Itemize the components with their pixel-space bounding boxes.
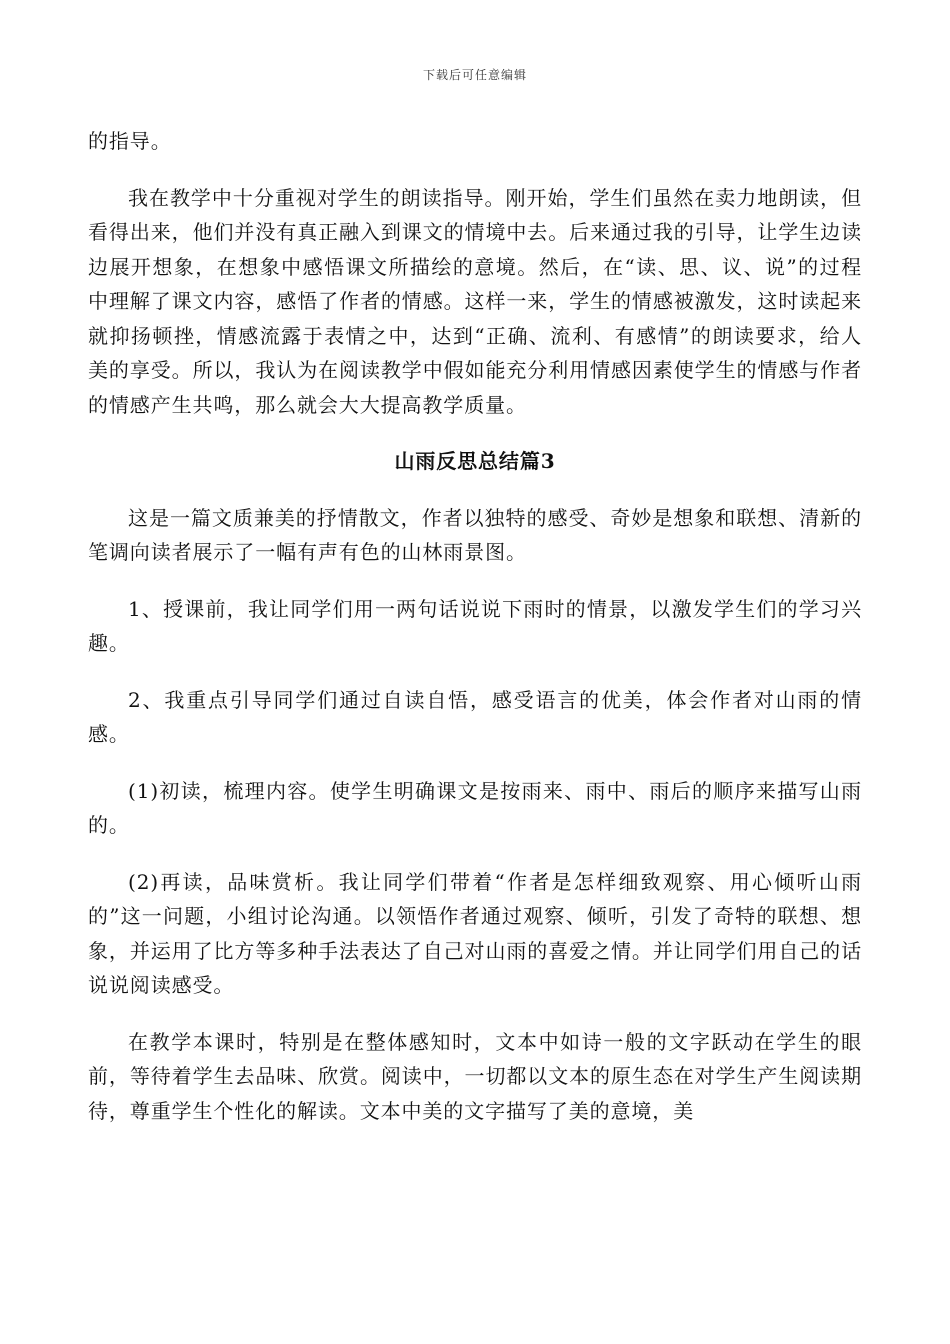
- section-title: 山雨反思总结篇3: [394, 449, 556, 473]
- paragraph-subpoint-2: (2)再读，品味赏析。我让同学们带着“作者是怎样细致观察、用心倾听山雨的”这一问题，小组讨论沟通。以领悟作者通过观察、倾听，引发了奇特的联想、想象，并运用了比方等多种手法表达了自己对山雨的喜爱之情。并让同学们用自己的话说说阅读感受。: [88, 869, 862, 997]
- paragraph-continuation: 的指导。: [88, 129, 172, 153]
- paragraph-point-2: 2、我重点引导同学们通过自读自悟，感受语言的优美，体会作者对山雨的情感。: [88, 687, 862, 746]
- paragraph-intro: 这是一篇文质兼美的抒情散文，作者以独特的感受、奇妙是想象和联想、清新的笔调向读者展示了一幅有声有色的山林雨景图。: [88, 505, 862, 564]
- page-header: 下载后可任意编辑: [422, 68, 527, 82]
- paragraph-point-1: 1、授课前，我让同学们用一两句话说说下雨时的情景，以激发学生们的学习兴趣。: [88, 596, 862, 655]
- document-body: [88, 124, 862, 1150]
- paragraph-teaching-reflection: 在教学本课时，特别是在整体感知时，文本中如诗一般的文字跃动在学生的眼前，等待着学生去品味、欣赏。阅读中，一切都以文本的原生态在对学生产生阅读期待，尊重学生个性化的解读。文本中美的文字描写了美的意境，美: [88, 1029, 862, 1123]
- paragraph-subpoint-1: (1)初读，梳理内容。使学生明确课文是按雨来、雨中、雨后的顺序来描写山雨的。: [88, 778, 862, 837]
- paragraph-reading-guidance: 我在教学中十分重视对学生的朗读指导。刚开始，学生们虽然在卖力地朗读，但看得出来，他们并没有真正融入到课文的情境中去。后来通过我的引导，让学生边读边展开想象，在想象中感悟课文所描绘的意境。然后，在“读、思、议、说”的过程中理解了课文内容，感悟了作者的情感。这样一来，学生的情感被激发，这时读起来就抑扬顿挫，情感流露于表情之中，达到“正确、流利、有感情”的朗读要求，给人美的享受。所以，我认为在阅读教学中假如能充分利用情感因素使学生的情感与作者的情感产生共鸣，那么就会大大提高教学质量。: [88, 185, 862, 417]
